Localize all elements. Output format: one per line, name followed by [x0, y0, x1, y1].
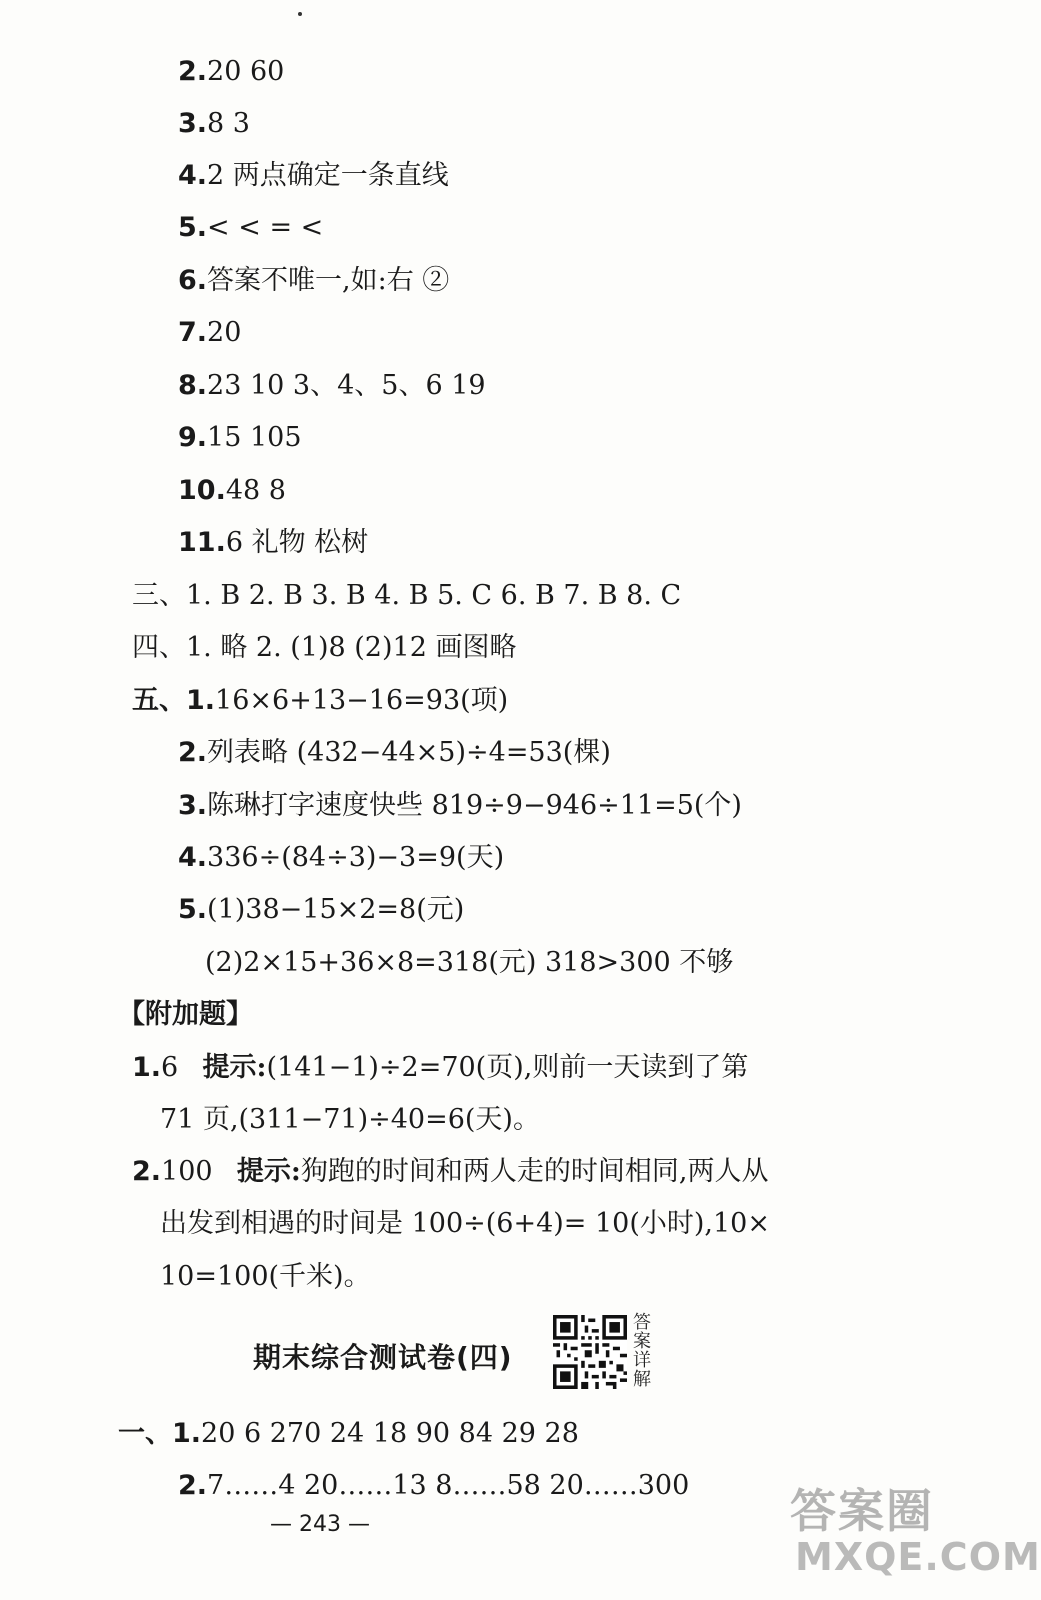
answer-10: 10.48 8: [178, 475, 286, 506]
test-4-q2: 2.7……4 20……13 8……58 20……300: [178, 1470, 690, 1501]
answer-5: 5.< < = <: [178, 212, 324, 243]
bonus-q2-line-1: 2.100 提示:狗跑的时间和两人走的时间相同,两人从: [132, 1156, 769, 1187]
test-4-q1: 一、1.20 6 270 24 18 90 84 29 28: [118, 1418, 579, 1449]
bonus-q2-line-3: 10=100(千米)。: [160, 1261, 371, 1292]
watermark-url: MXQE.COM: [795, 1535, 1041, 1579]
answer-8: 8.23 10 3、4、5、6 19: [178, 370, 486, 401]
bonus-q2-line-2: 出发到相遇的时间是 100÷(6+4)= 10(小时),10×: [160, 1208, 770, 1239]
section-5-item-2: 2.列表略 (432−44×5)÷4=53(棵): [178, 737, 611, 768]
bonus-q1-line-2: 71 页,(311−71)÷40=6(天)。: [160, 1104, 540, 1135]
section-4-answers: 四、1. 略 2. (1)8 (2)12 画图略: [132, 632, 517, 663]
test-4-title: 期末综合测试卷(四): [253, 1341, 513, 1374]
bonus-q1-line-1: 1.6 提示:(141−1)÷2=70(页),则前一天读到了第: [132, 1052, 749, 1083]
answer-11: 11.6 礼物 松树: [178, 527, 369, 558]
bonus-heading: 【附加题】: [118, 999, 253, 1030]
section-5-item-3: 3.陈琳打字速度快些 819÷9−946÷11=5(个): [178, 790, 742, 821]
answer-3: 3.8 3: [178, 108, 250, 139]
section-5-item-5-part-2: (2)2×15+36×8=318(元) 318>300 不够: [205, 947, 734, 978]
qr-label: 答 案 详 解: [633, 1312, 651, 1390]
section-5-item-1: 五、1.16×6+13−16=93(项): [132, 685, 509, 716]
watermark: [790, 1475, 1041, 1590]
page-number: — 243 —: [270, 1512, 370, 1537]
answer-2: 2.20 60: [178, 56, 285, 87]
section-5-item-5: 5.(1)38−15×2=8(元): [178, 894, 465, 925]
answer-4: 4.2 两点确定一条直线: [178, 160, 449, 191]
stray-mark: [298, 12, 302, 16]
watermark-logo: 答案圈: [790, 1484, 934, 1538]
answer-6: 6.答案不唯一,如:右 ②: [178, 265, 450, 296]
qr-code-icon[interactable]: [553, 1315, 627, 1389]
section-5-item-4: 4.336÷(84÷3)−3=9(天): [178, 842, 505, 873]
section-3-answers: 三、1. B 2. B 3. B 4. B 5. C 6. B 7. B 8. C: [132, 580, 682, 611]
answer-9: 9.15 105: [178, 422, 302, 453]
answer-7: 7.20: [178, 317, 242, 348]
